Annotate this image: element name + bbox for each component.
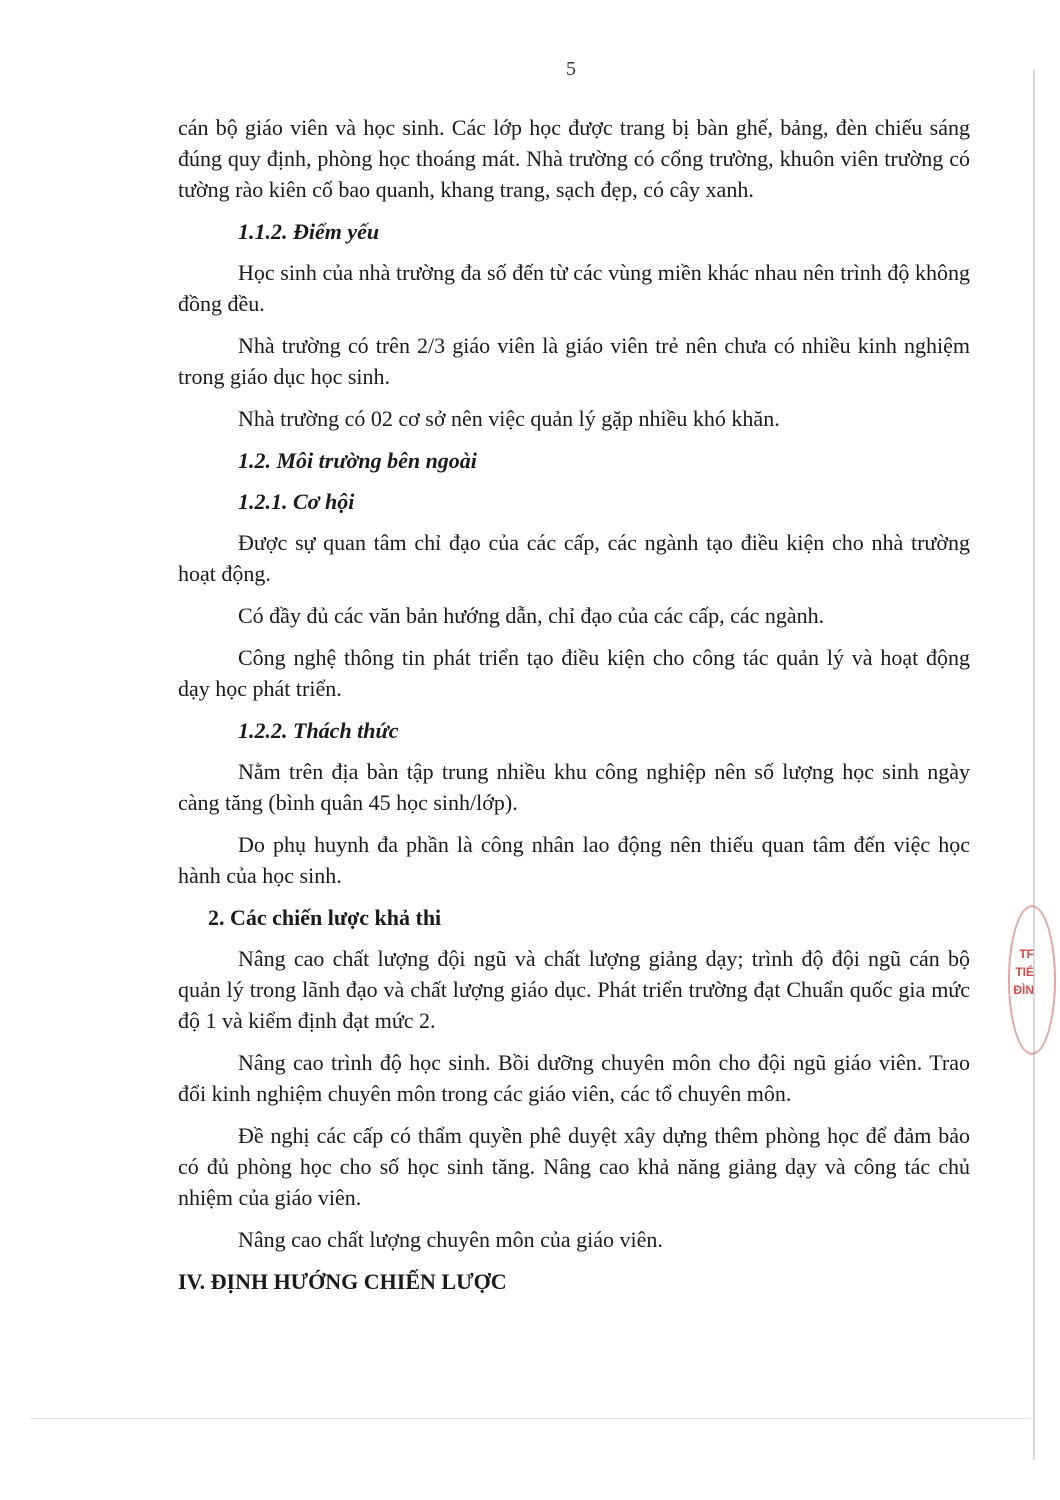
heading-challenges: 1.2.2. Thách thức	[238, 718, 399, 743]
partial-red-stamp	[1008, 905, 1034, 1055]
paragraph: Có đầy đủ các văn bản hướng dẫn, chỉ đạo của các cấp, các ngành.	[238, 603, 825, 628]
heading-opportunities: 1.2.1. Cơ hội	[238, 489, 355, 514]
paragraph: Đề nghị các cấp có thẩm quyền phê duyệt xây dựng thêm phòng học để đảm bảo có đủ phòng học cho số học sinh tăng. Nâng cao khả năng giảng dạy và công tác chủ nhiệm của giáo viên.	[178, 1123, 970, 1210]
stamp-text-line: TIÉ	[1015, 965, 1034, 979]
page-number: 5	[566, 58, 576, 80]
document-body	[178, 112, 970, 1297]
page-bottom-line	[30, 1418, 1030, 1419]
stamp-text-line: ĐÌN	[1013, 983, 1034, 997]
paragraph: Nâng cao trình độ học sinh. Bồi dưỡng chuyên môn cho đội ngũ giáo viên. Trao đổi kinh nghiệm chuyên môn trong các giáo viên, các tổ chuyên môn.	[178, 1050, 970, 1106]
paragraph: Học sinh của nhà trường đa số đến từ các vùng miền khác nhau nên trình độ không đồng đều.	[178, 260, 970, 316]
paragraph: Được sự quan tâm chỉ đạo của các cấp, các ngành tạo điều kiện cho nhà trường hoạt động.	[178, 530, 970, 586]
heading-weaknesses: 1.1.2. Điểm yếu	[238, 219, 380, 244]
paragraph: Nhà trường có 02 cơ sở nên việc quản lý gặp nhiều khó khăn.	[238, 406, 780, 431]
stamp-text-line: TF	[1019, 947, 1034, 961]
heading-feasible-strategies: 2. Các chiến lược khả thi	[208, 905, 442, 930]
section-heading-strategic-direction: IV. ĐỊNH HƯỚNG CHIẾN LƯỢC	[178, 1269, 507, 1294]
paragraph: Do phụ huynh đa phần là công nhân lao động nên thiếu quan tâm đến việc học hành của học sinh.	[178, 832, 970, 888]
paragraph: Nâng cao chất lượng chuyên môn của giáo viên.	[238, 1227, 663, 1252]
paragraph: Công nghệ thông tin phát triển tạo điều kiện cho công tác quản lý và hoạt động dạy học phát triển.	[178, 645, 970, 701]
paragraph: Nâng cao chất lượng đội ngũ và chất lượng giảng dạy; trình độ đội ngũ cán bộ quản lý trong lãnh đạo và chất lượng giáo dục. Phát triển trường đạt Chuẩn quốc gia mức độ 1 và kiểm định đạt mức 2.	[178, 946, 970, 1033]
paragraph: Nhà trường có trên 2/3 giáo viên là giáo viên trẻ nên chưa có nhiều kinh nghiệm trong giáo dục học sinh.	[178, 333, 970, 389]
paragraph: Nằm trên địa bàn tập trung nhiều khu công nghiệp nên số lượng học sinh ngày càng tăng (bình quân 45 học sinh/lớp).	[178, 759, 970, 815]
page-edge-line	[1033, 70, 1035, 1460]
heading-external-environment: 1.2. Môi trường bên ngoài	[238, 448, 477, 473]
paragraph-continued: cán bộ giáo viên và học sinh. Các lớp học được trang bị bàn ghế, bảng, đèn chiếu sáng đúng quy định, phòng học thoáng mát. Nhà trường có cổng trường, khuôn viên trường có tường rào kiên cố bao quanh, khang trang, sạch đẹp, có cây xanh.	[178, 115, 970, 202]
